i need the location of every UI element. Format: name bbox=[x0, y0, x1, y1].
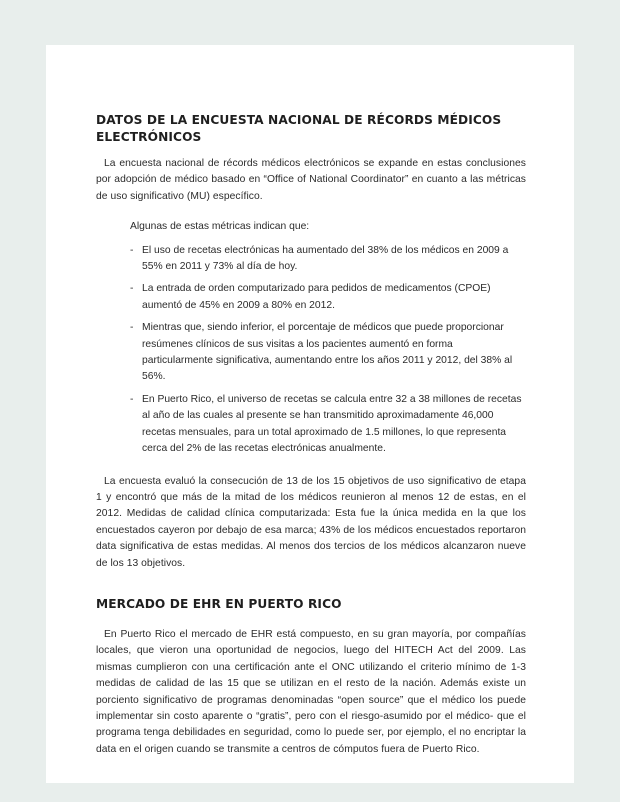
survey-closing-paragraph: La encuesta evaluó la consecución de 13 de los 15 objetivos de uso significativo de etapa 1 y encontró que más de la mitad de los médicos reunieron al menos 12 de estas, en el 2012. Medidas de calidad clínica computarizada: Esta fue la única medida en la que los encuestados cayeron por debajo de esa marca; 43% de los médicos encuestados reportaron data significativa de estas medidas. Al menos dos tercios de los médicos alcanzaron nueve de los 13 objetivos. bbox=[96, 475, 526, 569]
list-item: - En Puerto Rico, el universo de recetas se calcula entre 32 a 38 millones de recetas al año de las cuales al presente se han transmitido aproximadamente 46,000 recetas mensuales, para un total aproximado de 1.5 millones, lo que representa cerca del 2% de las recetas electrónicas anualmente. bbox=[130, 392, 526, 458]
list-item: - Mientras que, siendo inferior, el porcentaje de médicos que puede proporcionar resúmenes clínicos de sus visitas a los pacientes aumentó en forma particularmente significativa, aumentando entre los años 2011 y 2012, del 38% al 56%. bbox=[130, 320, 526, 386]
list-item: - La entrada de orden computarizado para pedidos de medicamentos (CPOE) aumentó de 45% en 2009 a 80% en 2012. bbox=[130, 281, 526, 314]
document-page bbox=[46, 45, 574, 783]
list-item: - El uso de recetas electrónicas ha aumentado del 38% de los médicos en 2009 a 55% en 2011 y 73% al día de hoy. bbox=[130, 243, 526, 276]
ehr-market-paragraph: En Puerto Rico el mercado de EHR está compuesto, en su gran mayoría, por compañías locales, que vieron una oportunidad de negocios, luego del HITECH Act del 2009. Las mismas cumplieron con una certificación ante el ONC utilizando el criterio mínimo de 1-3 medidas de calidad de las 15 que se utilizan en el resto de la nación. Además existe un porciento significativo de programas denominadas “open source” que el médico los puede implementar sin costo aparente o “gratis”, pero con el riesgo-asumido por el médico- que el programa tenga debilidades en seguridad, como lo puede ser, por ejemplo, el no encriptar la data en el origen cuando se transmite a centros de cómputos fuera de Puerto Rico. bbox=[96, 628, 526, 755]
section-heading-ehr-market: MERCADO DE EHR EN PUERTO RICO bbox=[96, 596, 342, 611]
section-heading-national-survey: DATOS DE LA ENCUESTA NACIONAL DE RÉCORDS MÉDICOS ELECTRÓNICOS bbox=[96, 113, 502, 144]
metrics-intro-line: Algunas de estas métricas indican que: bbox=[130, 221, 310, 233]
document-content bbox=[96, 112, 526, 758]
survey-intro-paragraph: La encuesta nacional de récords médicos electrónicos se expande en estas conclusiones por adopción de médico basado en “Office of National Coordinator” en cuanto a las métricas de uso significativo (MU) específico. bbox=[96, 158, 526, 202]
metrics-bullet-list bbox=[96, 243, 526, 458]
